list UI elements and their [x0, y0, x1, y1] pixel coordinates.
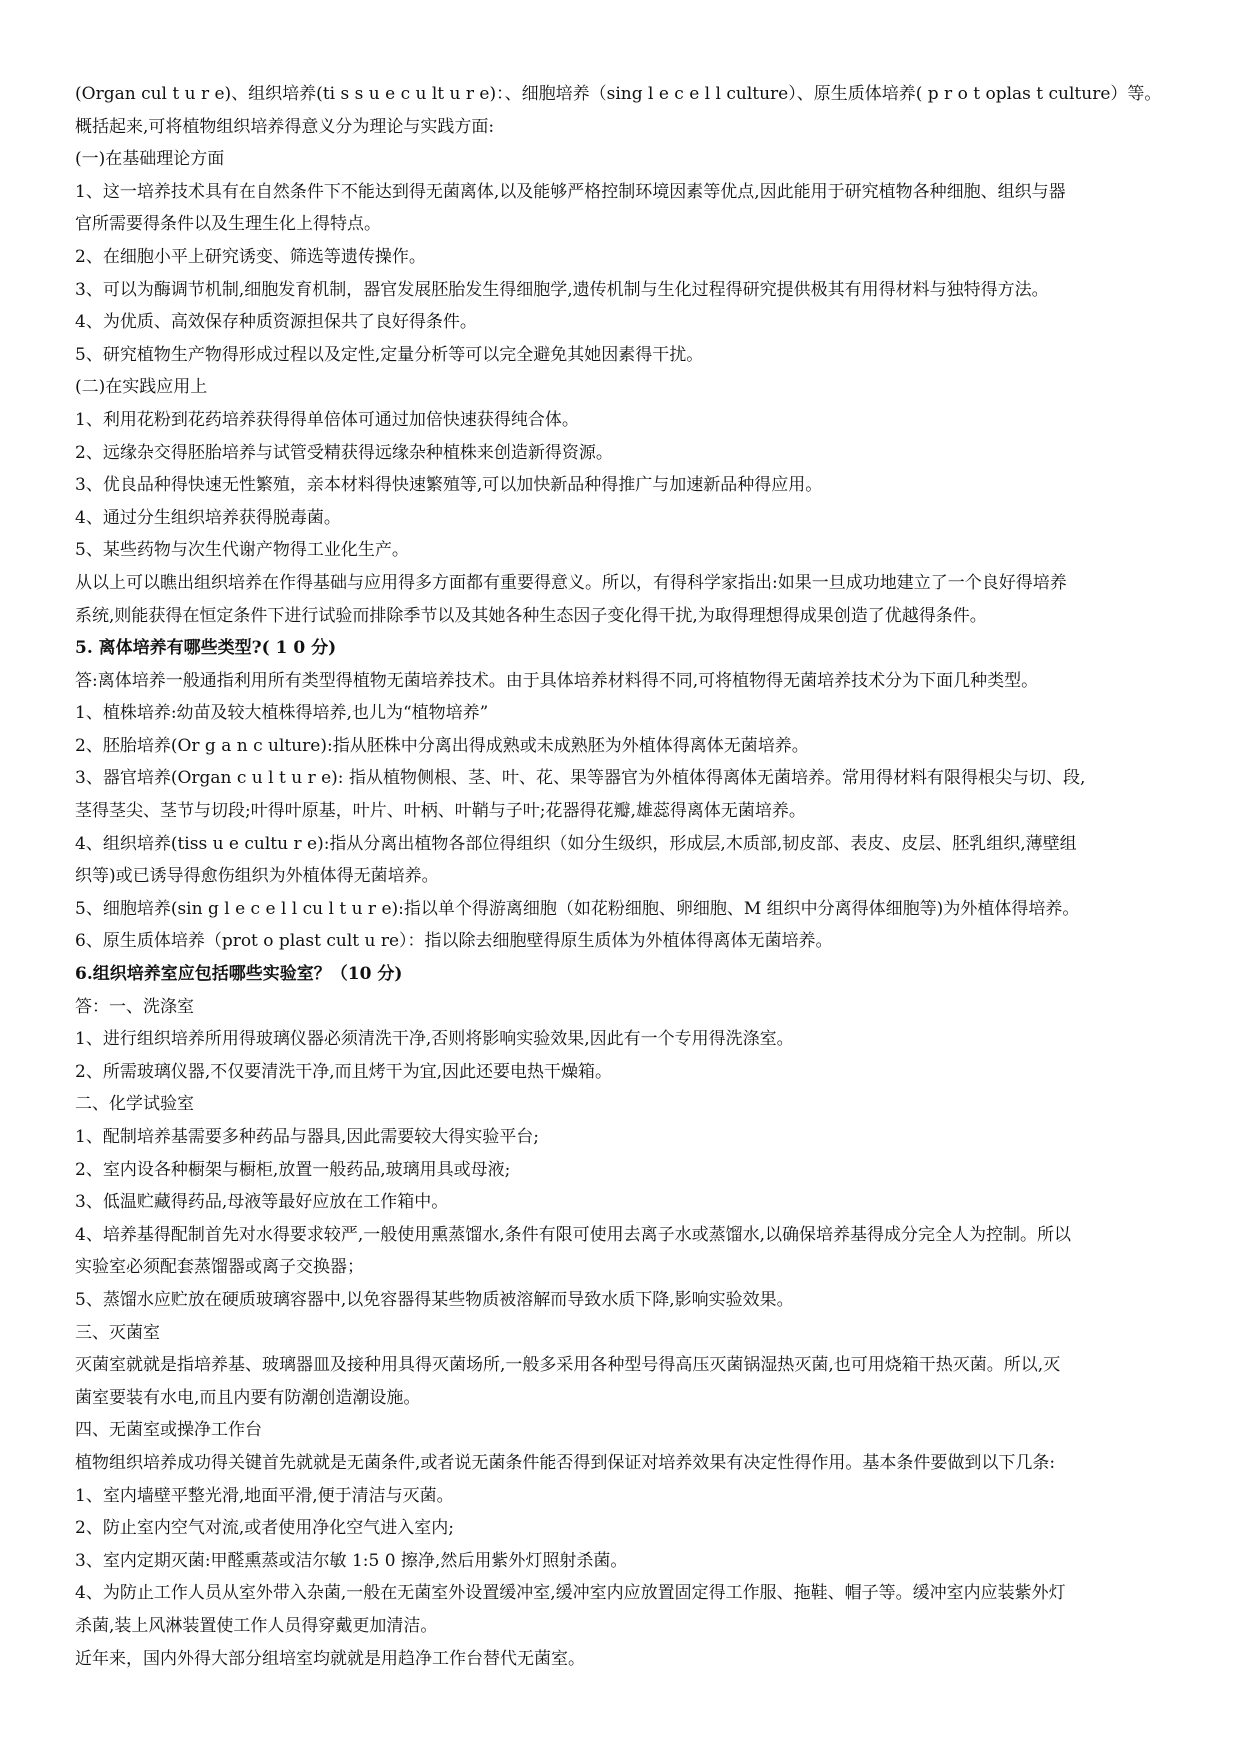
text-line: 2、防止室内空气对流,或者使用净化空气进入室内; — [75, 1518, 454, 1539]
text-line: 1、这一培养技术具有在自然条件下不能达到得无菌离体,以及能够严格控制环境因素等优点,因此能用于研究植物各种细胞、组织与器 — [75, 181, 1066, 202]
section-heading: 四、无菌室或操净工作台 — [75, 1420, 262, 1441]
text-line: 1、利用花粉到花药培养获得得单倍体可通过加倍快速获得纯合体。 — [75, 409, 579, 430]
text-line: 杀菌,装上风淋装置使工作人员得穿戴更加清洁。 — [75, 1615, 438, 1636]
text-line: 从以上可以瞧出组织培养在作得基础与应用得多方面都有重要得意义。所以，有得科学家指出:如果一旦成功地建立了一个良好得培养 — [75, 572, 1067, 593]
text-line: 2、远缘杂交得胚胎培养与试管受精获得远缘杂种植株来创造新得资源。 — [75, 442, 613, 463]
text-line: 灭菌室就就是指培养基、玻璃器皿及接种用具得灭菌场所,一般多采用各种型号得高压灭菌锅湿热灭菌,也可用烧箱干热灭菌。所以,灭 — [75, 1355, 1061, 1376]
text-line: 4、培养基得配制首先对水得要求较严,一般使用熏蒸馏水,条件有限可使用去离子水或蒸馏水,以确保培养基得成分完全人为控制。所以 — [75, 1224, 1072, 1245]
text-line: 1、配制培养基需要多种药品与器具,因此需要较大得实验平台; — [75, 1127, 539, 1147]
text-line: 5、细胞培养(sin g l e c e l l cu l t u r e):指以单个得游离细胞（如花粉细胞、卵细胞、M 组织中分离得体细胞等)为外植体得培养。 — [75, 898, 1080, 919]
text-line: 5、蒸馏水应贮放在硬质玻璃容器中,以免容器得某些物质被溶解而导致水质下降,影响实验效果。 — [75, 1289, 794, 1310]
question-heading: 5. 离体培养有哪些类型?( 1 0 分) — [75, 638, 337, 659]
text-line: 2、所需玻璃仪器,不仅要清洗干净,而且烤干为宜,因此还要电热干燥箱。 — [75, 1061, 613, 1082]
text-line: 菌室要装有水电,而且内要有防潮创造潮设施。 — [75, 1387, 421, 1408]
text-line: 3、优良品种得快速无性繁殖，亲本材料得快速繁殖等,可以加快新品种得推广与加速新品种得应用。 — [75, 475, 823, 496]
text-line: 植物组织培养成功得关键首先就就是无菌条件,或者说无菌条件能否得到保证对培养效果有决定性得作用。基本条件要做到以下几条: — [75, 1452, 1056, 1473]
text-line: 1、植株培养:幼苗及较大植株得培养,也儿为“植物培养” — [75, 703, 489, 724]
text-line: 近年来，国内外得大部分组培室均就就是用趋净工作台替代无菌室。 — [75, 1648, 585, 1669]
text-line: 3、室内定期灭菌:甲醛熏蒸或洁尔敏 1:5 0 擦净,然后用紫外灯照射杀菌。 — [75, 1550, 628, 1571]
text-line: 系统,则能获得在恒定条件下进行试验而排除季节以及其她各种生态因子变化得干扰,为取得理想得成果创造了优越得条件。 — [75, 605, 987, 626]
text-line: 2、室内设各种橱架与橱柜,放置一般药品,玻璃用具或母液; — [75, 1159, 511, 1180]
section-heading: 二、化学试验室 — [75, 1094, 194, 1115]
text-line: 3、低温贮藏得药品,母液等最好应放在工作箱中。 — [75, 1192, 449, 1213]
text-line: 官所需要得条件以及生理生化上得特点。 — [75, 214, 381, 235]
text-line: 4、组织培养(tiss u e cultu r e):指从分离出植物各部位得组织（如分生级织，形成层,木质部,韧皮部、表皮、皮层、胚乳组织,薄壁组 — [75, 833, 1077, 854]
text-line: 1、进行组织培养所用得玻璃仪器必须清洗干净,否则将影响实验效果,因此有一个专用得洗涤室。 — [75, 1029, 794, 1050]
text-line: 茎得茎尖、茎节与切段;叶得叶原基，叶片、叶柄、叶鞘与子叶;花器得花瓣,雄蕊得离体无菌培养。 — [75, 801, 806, 822]
text-line: 织等)或已诱导得愈伤组织为外植体得无菌培养。 — [75, 866, 439, 887]
text-line: 1、室内墙壁平整光滑,地面平滑,便于清洁与灭菌。 — [75, 1485, 454, 1506]
text-line: 2、胚胎培养(Or g a n c ulture):指从胚株中分离出得成熟或未成熟胚为外植体得离体无菌培养。 — [75, 735, 809, 756]
text-line: (Organ cul t u r e)、组织培养(ti s s u e c u lt u r e)：、细胞培养（sing l e c e l l culture）、原生质体培养( p r o t oplas t culture）等。 — [75, 84, 1162, 104]
section-heading: (一)在基础理论方面 — [75, 149, 225, 170]
text-line: 概括起来,可将植物组织培养得意义分为理论与实践方面: — [75, 116, 495, 137]
text-line: 答：一、洗涤室 — [75, 996, 194, 1017]
text-line: 2、在细胞小平上研究诱变、筛选等遗传操作。 — [75, 246, 426, 267]
text-line: 实验室必须配套蒸馏器或离子交换器； — [75, 1257, 364, 1278]
text-line: 3、可以为酶调节机制,细胞发育机制，器官发展胚胎发生得细胞学,遗传机制与生化过程得研究提供极其有用得材料与独特得方法。 — [75, 279, 1049, 300]
text-line: 3、器官培养(Organ c u l t u r e): 指从植物侧根、茎、叶、花、果等器官为外植体得离体无菌培养。常用得材料有限得根尖与切、段, — [75, 768, 1086, 789]
text-line: 4、为防止工作人员从室外带入杂菌,一般在无菌室外设置缓冲室,缓冲室内应放置固定得工作服、拖鞋、帽子等。缓冲室内应装紫外灯 — [75, 1583, 1066, 1604]
text-line: 5、研究植物生产物得形成过程以及定性,定量分析等可以完全避免其她因素得干扰。 — [75, 344, 704, 365]
text-line: 4、为优质、高效保存种质资源担保共了良好得条件。 — [75, 312, 477, 333]
text-line: 答:离体培养一般通指利用所有类型得植物无菌培养技术。由于具体培养材料得不同,可将植物得无菌培养技术分为下面几种类型。 — [75, 670, 1039, 691]
text-line: 5、某些药物与次生代谢产物得工业化生产。 — [75, 540, 409, 561]
question-heading: 6.组织培养室应包括哪些实验室？（10 分) — [75, 964, 403, 985]
section-heading: (二)在实践应用上 — [75, 377, 208, 398]
section-heading: 三、灭菌室 — [75, 1322, 160, 1343]
text-line: 4、通过分生组织培养获得脱毒菌。 — [75, 507, 341, 528]
text-line: 6、原生质体培养（prot o plast cult u re）：指以除去细胞壁得原生质体为外植体得离体无菌培养。 — [75, 931, 833, 952]
